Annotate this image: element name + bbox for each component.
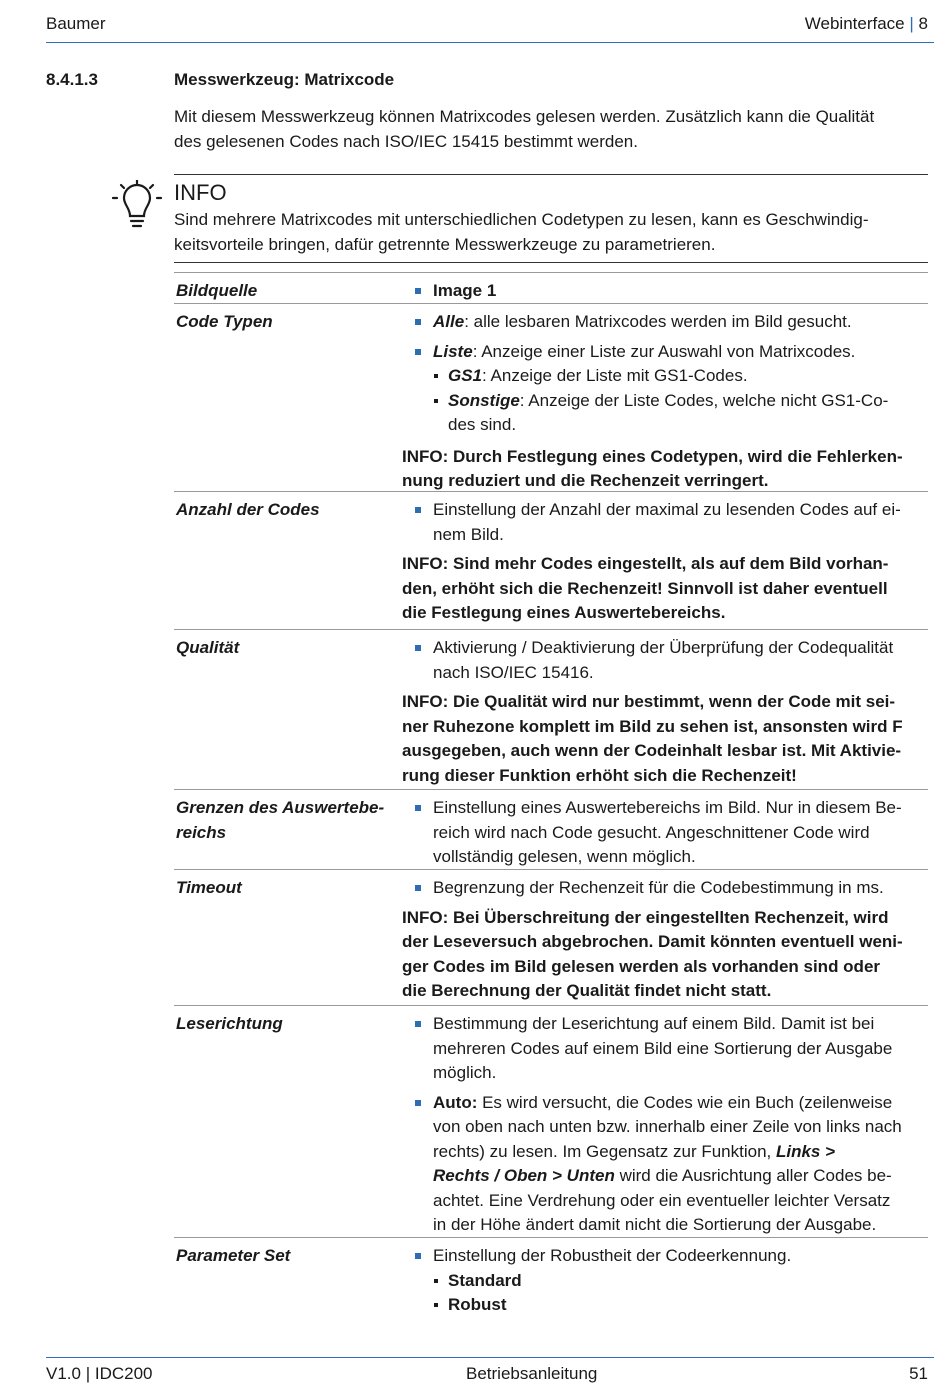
param-description (402, 310, 928, 494)
param-name: Timeout (176, 878, 242, 897)
param-name: Leserichtung (176, 1014, 283, 1033)
table-row-qualitaet (174, 630, 928, 790)
param-description (402, 1244, 928, 1318)
table-row-parameter-set (174, 1238, 928, 1320)
param-name: Anzahl der Codes (176, 500, 320, 519)
table-row-anzahl (174, 492, 928, 630)
bullet-item: Einstellung eines Auswertebereichs im Bild. Nur in diesem Be- reich wird nach Code gesucht. Angeschnittener Code wird vollständig gelesen, wenn möglich. (402, 796, 928, 870)
intro-line: Mit diesem Messwerkzeug können Matrixcodes gelesen werden. Zusätzlich kann die Qualität (174, 107, 875, 126)
footer-version-number: V1.0 (46, 1364, 81, 1383)
info-note: INFO: Durch Festlegung eines Codetypen, wird die Fehlerken- nung reduziert und die Rechenzeit verringert. (402, 446, 903, 490)
table-row-leserichtung (174, 1006, 928, 1238)
info-rule-bottom (174, 262, 928, 263)
bullet-item: Einstellung der Anzahl der maximal zu lesenden Codes auf ei- nem Bild. (402, 498, 928, 547)
info-rule-top (174, 174, 928, 175)
table-row-grenzen (174, 790, 928, 870)
footer-doc-title: Betriebsanleitung (466, 1364, 598, 1383)
section-intro (174, 105, 930, 154)
sub-bullet-item: Standard (402, 1269, 928, 1294)
bullet-item: Alle: alle lesbaren Matrixcodes werden im Bild gesucht. (402, 310, 928, 335)
header-rule (46, 42, 934, 43)
lightbulb-icon (112, 180, 162, 237)
param-description (402, 498, 928, 626)
footer-separator: | (85, 1364, 91, 1383)
footer-page-number: 51 (909, 1364, 928, 1383)
sub-bullet-item: GS1: Anzeige der Liste mit GS1-Codes. (402, 364, 928, 389)
bullet-item: Bestimmung der Leserichtung auf einem Bild. Damit ist bei mehreren Codes auf einem Bild eine Sortierung der Ausgabe möglich. (402, 1012, 928, 1086)
info-line: keitsvorteile bringen, dafür getrennte Messwerkzeuge zu parametrieren. (174, 234, 716, 254)
info-note: INFO: Die Qualität wird nur bestimmt, wenn der Code mit sei- ner Ruhezone komplett im Bild zu sehen ist, ansonsten wird F ausgegeben, auch wenn der Codeinhalt lesbar ist. Mit Aktivie- rung dieser Funktion erhöht sich die Rechenzeit! (402, 692, 903, 785)
header-company: Baumer (46, 14, 106, 33)
bullet-item: Aktivierung / Deaktivierung der Überprüfung der Codequalität nach ISO/IEC 15416. (402, 636, 928, 685)
footer-rule (46, 1357, 934, 1358)
section-number: 8.4.1.3 (46, 70, 98, 89)
info-note: INFO: Bei Überschreitung der eingestellten Rechenzeit, wird der Leseversuch abgebrochen. Damit könnten eventuell weni- ger Codes im Bild gelesen werden als vorhanden sind oder die Berechnung der Qualität findet nicht statt. (402, 907, 903, 1000)
info-body (174, 208, 930, 257)
param-description (402, 876, 928, 1004)
param-name: Parameter Set (176, 1246, 291, 1265)
info-line: Sind mehrere Matrixcodes mit unterschiedlichen Codetypen zu lesen, kann es Geschwindig- (174, 210, 869, 229)
bullet-item: Liste: Anzeige einer Liste zur Auswahl von Matrixcodes. (402, 340, 928, 365)
param-name: Grenzen des Auswertebe- reichs (176, 798, 385, 842)
param-name: Qualität (176, 638, 240, 657)
sub-bullet-item: Sonstige: Anzeige der Liste Codes, welche nicht GS1-Co- des sind. (402, 389, 928, 438)
param-description (402, 1012, 928, 1243)
table-row-code-typen (174, 304, 928, 492)
header-chapter (805, 14, 928, 34)
section-title: Messwerkzeug: Matrixcode (174, 70, 395, 89)
info-note: INFO: Sind mehr Codes eingestellt, als auf dem Bild vorhan- den, erhöht sich die Rechenzeit! Sinnvoll ist daher eventuell die Festlegung eines Auswertebereichs. (402, 554, 889, 622)
info-title: INFO (174, 180, 227, 205)
footer-product: IDC200 (94, 1364, 153, 1383)
table-row-timeout (174, 870, 928, 1006)
param-description (402, 636, 928, 788)
param-name: Code Typen (176, 312, 273, 331)
bullet-item: Einstellung der Robustheit der Codeerkennung. (402, 1244, 928, 1269)
intro-line: des gelesenen Codes nach ISO/IEC 15415 bestimmt werden. (174, 131, 638, 151)
param-name: Bildquelle (176, 281, 258, 300)
bullet-item: Auto: Es wird versucht, die Codes wie ein Buch (zeilenweise von oben nach unten bzw. innerhalb einer Zeile von links nach rechts) zu lesen. Im Gegensatz zur Funktion, Links > Rechts / Oben > Unten wird die Ausrichtung aller Codes be- achtet. Eine Verdrehung oder ein eventueller leichter Versatz in der Höhe ändert damit nicht die Sortierung der Ausgabe. (402, 1091, 928, 1238)
header-chapter-title: Webinterface (804, 14, 905, 33)
bullet-item: Image 1 (402, 279, 928, 304)
header-separator: | (909, 14, 914, 33)
header-chapter-number: 8 (918, 14, 928, 33)
table-row-bildquelle (174, 273, 928, 304)
param-description (402, 796, 928, 875)
bullet-item: Begrenzung der Rechenzeit für die Codebestimmung in ms. (402, 876, 928, 901)
footer-version (46, 1364, 153, 1384)
sub-bullet-item: Robust (402, 1293, 928, 1318)
